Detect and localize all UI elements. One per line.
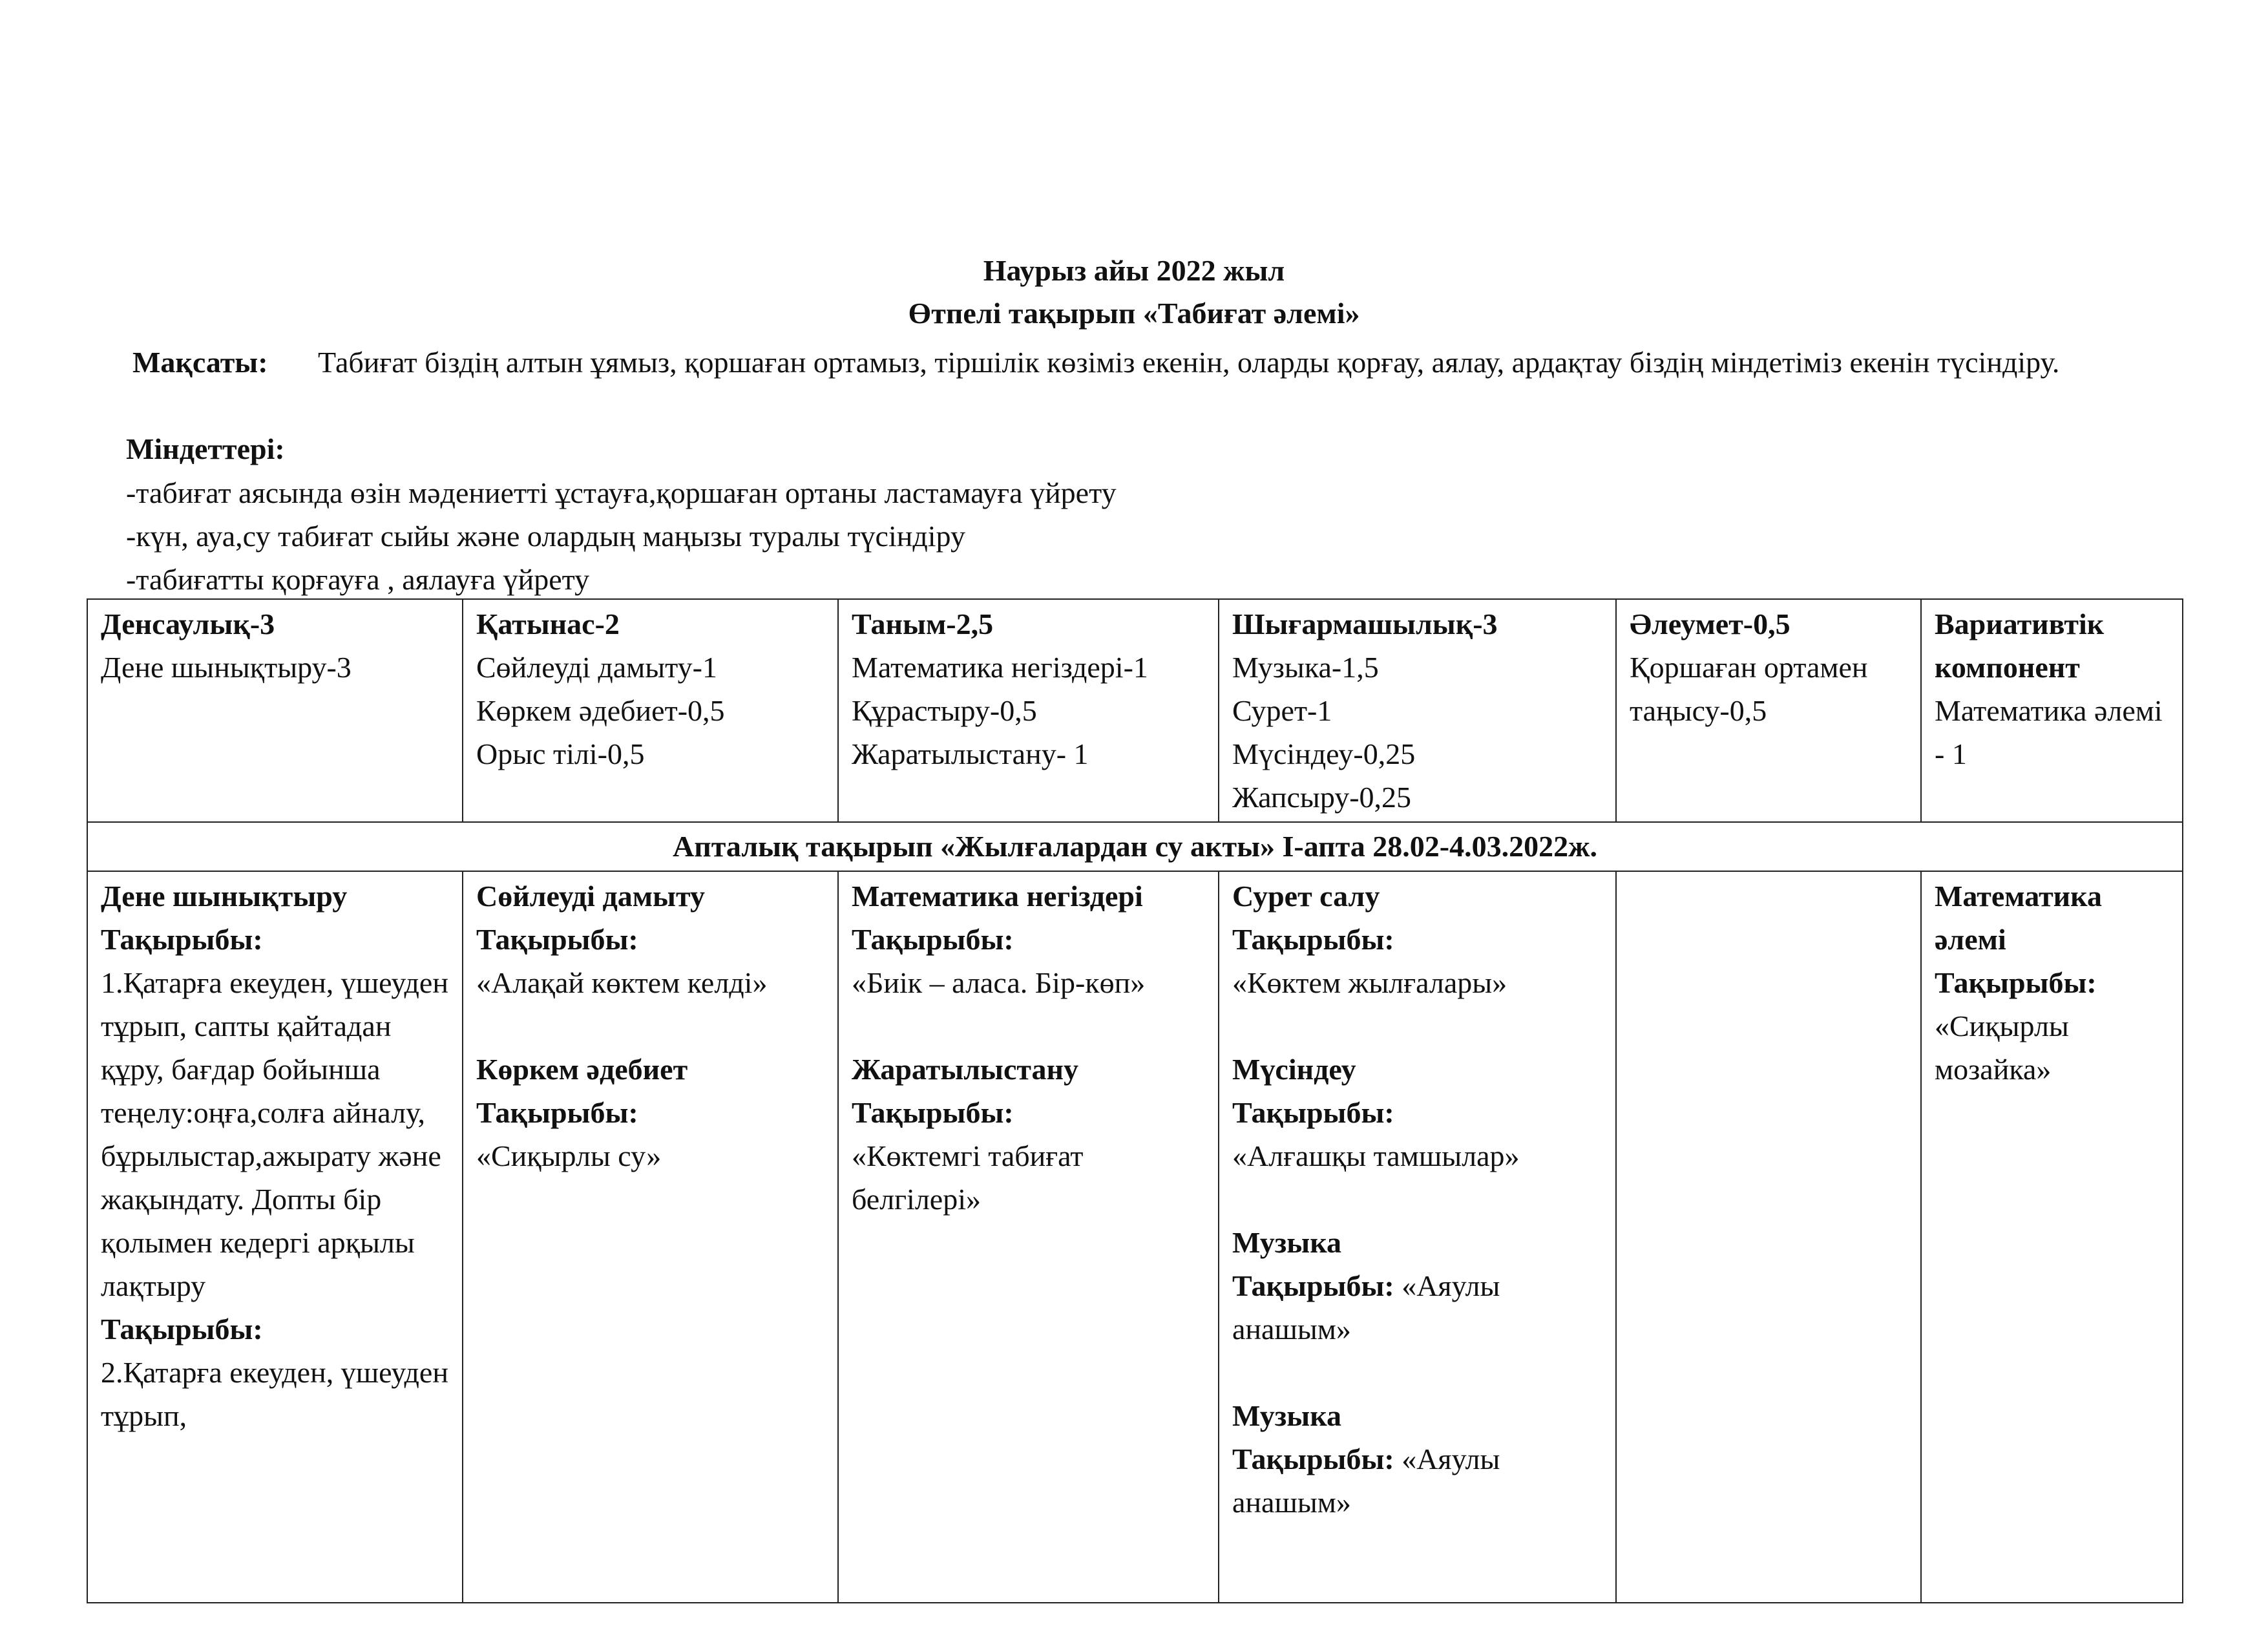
topic-cell-pe <box>87 871 463 1603</box>
topic-cell-math <box>838 871 1219 1603</box>
topic-line <box>1232 1437 1602 1524</box>
topic-label: Тақырыбы: <box>852 1096 1014 1129</box>
spacer <box>1232 1004 1602 1048</box>
area-item: Дене шынықтыру-3 <box>101 651 352 684</box>
topic-label: Тақырыбы: <box>1935 966 2097 999</box>
area-item: Мүсіндеу-0,25 <box>1232 737 1416 770</box>
subject-title: Музыка <box>1232 1226 1342 1259</box>
subject-title: Жаратылыстану <box>852 1053 1079 1086</box>
topic-text: «Сиқырлы су» <box>476 1139 662 1172</box>
topic-text: «Алғашқы тамшылар» <box>1232 1139 1520 1172</box>
task-item: -табиғат аясында өзін мәдениетті ұстауға,қоршаған ортаны ластамауға үйрету <box>126 476 1117 509</box>
tasks-label: Міндеттері: <box>126 432 285 465</box>
area-item: Жаратылыстану- 1 <box>852 737 1089 770</box>
subject-title: Математика негіздері <box>852 880 1143 913</box>
spacer <box>476 1004 824 1048</box>
area-item: Музыка-1,5 <box>1232 651 1379 684</box>
plan-table <box>87 598 2183 1603</box>
topics-row <box>87 871 2183 1603</box>
subject-title: Музыка <box>1232 1399 1342 1432</box>
area-item: Орыс тілі-0,5 <box>476 737 645 770</box>
area-title: Таным-2,5 <box>852 607 994 640</box>
week-row <box>87 822 2183 871</box>
subject-title: Көркем әдебиет <box>476 1053 688 1086</box>
week-title: Апталық тақырып «Жылғалардан су акты» І-апта 28.02-4.03.2022ж. <box>87 822 2183 871</box>
topic-text: «Биік – аласа. Бір-көп» <box>852 966 1146 999</box>
area-cell-cognition <box>838 599 1219 822</box>
topic-text: 2.Қатарға екеуден, үшеуден тұрып, <box>101 1356 448 1432</box>
topic-label: Тақырыбы: <box>1232 1442 1394 1475</box>
area-title: Денсаулық-3 <box>101 607 275 640</box>
area-item: Қоршаған ортамен таңысу-0,5 <box>1630 651 1868 727</box>
topic-cell-variative <box>1921 871 2183 1603</box>
task-item: -табиғатты қорғауға , аялауға үйрету <box>126 563 590 596</box>
area-title: Қатынас-2 <box>476 607 620 640</box>
subject-title: Дене шынықтыру <box>101 880 348 913</box>
area-cell-variative <box>1921 599 2183 822</box>
topic-label: Тақырыбы: <box>101 923 263 956</box>
area-title: Әлеумет-0,5 <box>1630 607 1790 640</box>
topic-text: «Көктемгі табиғат белгілері» <box>852 1139 1084 1216</box>
topic-label: Тақырыбы: <box>1232 923 1394 956</box>
document-month-year: Наурыз айы 2022 жыл <box>983 254 1285 287</box>
topic-label: Тақырыбы: <box>852 923 1014 956</box>
area-item: Сурет-1 <box>1232 694 1332 727</box>
area-item: Математика әлемі - 1 <box>1935 694 2163 770</box>
goal-label: Мақсаты: <box>132 346 268 379</box>
spacer <box>852 1004 1205 1048</box>
area-cell-creativity <box>1219 599 1616 822</box>
subject-title: Мүсіндеу <box>1232 1053 1356 1086</box>
area-cell-communication <box>463 599 838 822</box>
task-item: -күн, ауа,су табиғат сыйы және олардың маңызы туралы түсіндіру <box>126 520 965 553</box>
area-item: Математика негіздері-1 <box>852 651 1148 684</box>
subject-title: Сурет салу <box>1232 880 1380 913</box>
spacer <box>1232 1351 1602 1394</box>
spacer <box>1232 1178 1602 1221</box>
topic-cell-social-empty <box>1616 871 1921 1603</box>
topic-text: 1.Қатарға екеуден, үшеуден тұрып, сапты қайтадан құру, бағдар бойынша теңелу:оңға,солға айналу, бұрылыстар,ажырату және жақындату. Допты бір қолымен кедергі арқылы лақтыру <box>101 966 448 1302</box>
document-theme: Өтпелі тақырып «Табиғат әлемі» <box>908 297 1360 330</box>
topic-line <box>1232 1264 1602 1351</box>
areas-row <box>87 599 2183 822</box>
topic-label: Тақырыбы: <box>101 1313 263 1346</box>
area-item: Жапсыру-0,25 <box>1232 781 1412 814</box>
area-item: Құрастыру-0,5 <box>852 694 1037 727</box>
area-item: Сөйлеуді дамыту-1 <box>476 651 717 684</box>
topic-text: «Алақай көктем келді» <box>476 966 768 999</box>
topic-cell-speech <box>463 871 838 1603</box>
area-cell-social <box>1616 599 1921 822</box>
topic-text: «Көктем жылғалары» <box>1232 966 1507 999</box>
subject-title: Сөйлеуді дамыту <box>476 880 705 913</box>
subject-title: Математика әлемі <box>1935 880 2102 956</box>
area-title: Шығармашылық-3 <box>1232 607 1498 640</box>
area-title: Вариативтік компонент <box>1935 607 2105 684</box>
area-item: Көркем әдебиет-0,5 <box>476 694 725 727</box>
area-cell-health <box>87 599 463 822</box>
topic-label: Тақырыбы: <box>476 923 638 956</box>
topic-label: Тақырыбы: <box>1232 1269 1394 1302</box>
topic-label: Тақырыбы: <box>476 1096 638 1129</box>
goal-text: Табиғат біздің алтын ұямыз, қоршаған ортамыз, тіршілік көзіміз екенін, оларды қорғау, аялау, ардақтау біздің міндетіміз екенін түсіндіру. <box>318 346 2060 379</box>
topic-text: «Аяулы анашым» <box>1232 1269 1500 1346</box>
topic-label: Тақырыбы: <box>1232 1096 1394 1129</box>
topic-text: «Сиқырлы мозайка» <box>1935 1009 2069 1086</box>
topic-text: «Аяулы анашым» <box>1232 1442 1500 1519</box>
topic-cell-art <box>1219 871 1616 1603</box>
goal-section <box>132 341 2168 384</box>
